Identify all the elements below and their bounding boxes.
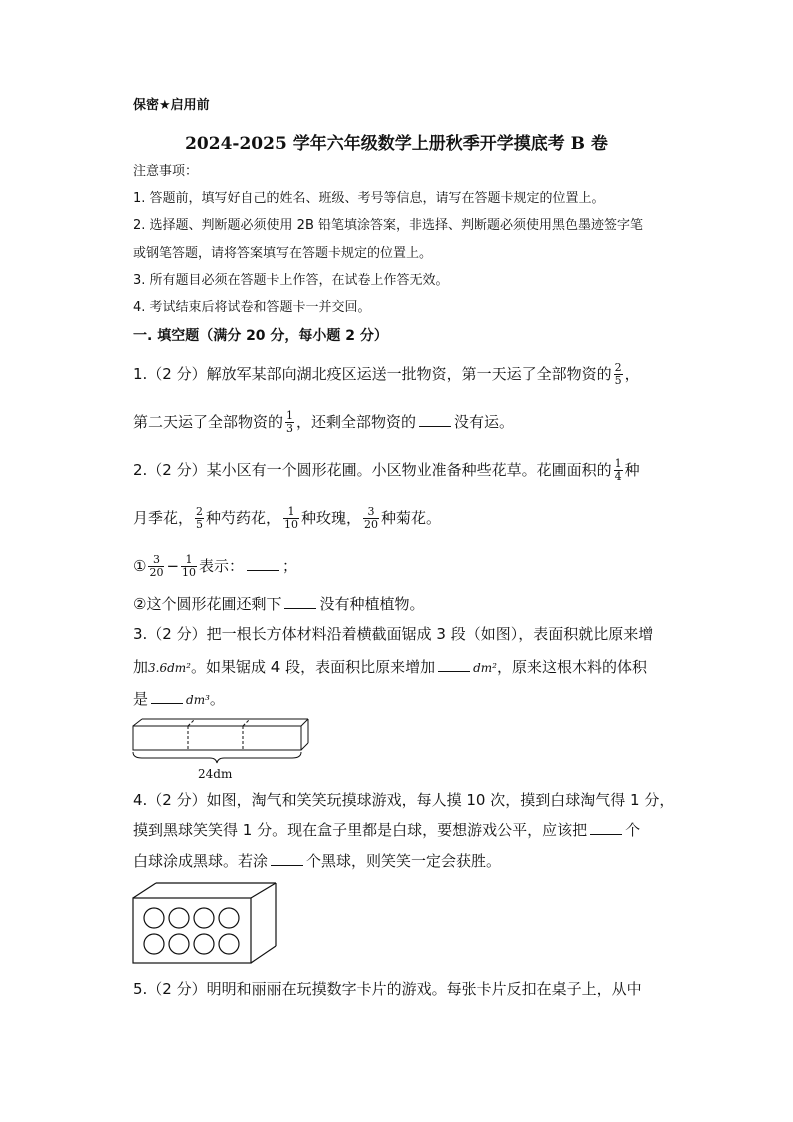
question-4-line-1: 4.（2 分）如图，淘气和笑笑玩摸球游戏，每人摸 10 次，摸到白球淘气得 1 分， [133, 791, 675, 809]
answer-blank[interactable] [438, 657, 470, 672]
question-5-line-1: 5.（2 分）明明和丽丽在玩摸数字卡片的游戏。每张卡片反扣在桌子上，从中 [133, 980, 642, 998]
note-item: 1. 答题前，填写好自己的姓名、班级、考号等信息，请写在答题卡规定的位置上。 [133, 191, 605, 206]
question-2-sub-1: ① $\frac{3}{20}$ − $\frac{1}{10}$ 表示： ； [133, 553, 298, 579]
q1-text: 1.（2 分）解放军某部向湖北疫区运送一批物资，第一天运了全部物资的 [133, 365, 612, 383]
question-2-line-2: 月季花， $\frac{2}{5}$ 种芍药花， $\frac{1}{10}$ 种玫瑰， $\frac{3}{20}$ 种菊花。 [133, 505, 442, 531]
note-item: 3. 所有题目必须在答题卡上作答，在试卷上作答无效。 [133, 273, 449, 288]
fraction: $\frac{1}{4}$ [614, 457, 622, 483]
notes-heading: 注意事项： [133, 164, 199, 179]
answer-blank[interactable] [419, 412, 451, 427]
fraction: $\frac{1}{10}$ [182, 553, 197, 579]
fraction: $\frac{1}{3}$ [286, 409, 294, 435]
answer-blank[interactable] [247, 556, 279, 571]
fraction: $\frac{3}{20}$ [149, 553, 164, 579]
question-4-line-3: 白球涂成黑球。若涂 个黑球，则笑笑一定会获胜。 [133, 852, 502, 870]
question-3-line-2: 加3.6dm²。如果锯成 4 段，表面积比原来增加 dm²，原来这根木料的体积 [133, 658, 647, 676]
answer-blank[interactable] [284, 594, 316, 609]
question-3-line-3: 是 dm³。 [133, 690, 225, 708]
note-item: 4. 考试结束后将试卷和答题卡一并交回。 [133, 300, 371, 315]
fraction: $\frac{3}{20}$ [364, 505, 379, 531]
question-2-sub-2: ②这个圆形花圃还剩下 没有种植植物。 [133, 595, 425, 613]
fraction: $\frac{2}{5}$ [196, 505, 204, 531]
fraction: $\frac{1}{10}$ [284, 505, 299, 531]
ball-box-figure [130, 880, 280, 966]
secret-label: 保密★启用前 [133, 98, 210, 113]
fraction: $\frac{2}{5}$ [614, 361, 622, 387]
answer-blank[interactable] [590, 820, 622, 835]
question-1-line-2: 第二天运了全部物资的 $\frac{1}{3}$ ，还剩全部物资的 没有运。 [133, 409, 515, 435]
section-title: 一. 填空题（满分 20 分，每小题 2 分） [133, 328, 388, 344]
note-item: 或钢笔答题，请将答案填写在答题卡规定的位置上。 [133, 246, 433, 261]
wood-block-figure [130, 716, 315, 782]
question-1-line-1: 1.（2 分）解放军某部向湖北疫区运送一批物资，第一天运了全部物资的 $\frac{2}{5}$ ， [133, 361, 640, 387]
question-3-line-1: 3.（2 分）把一根长方体材料沿着横截面锯成 3 段（如图），表面积就比原来增 [133, 625, 654, 643]
figure-label: 24dm [198, 767, 233, 781]
page-title: 2024-2025 学年六年级数学上册秋季开学摸底考 B 卷 [185, 134, 608, 154]
question-2-line-1: 2.（2 分）某小区有一个圆形花圃。小区物业准备种些花草。花圃面积的 $\frac{1}{4}$ 种 [133, 457, 640, 483]
question-4-line-2: 摸到黑球笑笑得 1 分。现在盒子里都是白球，要想游戏公平，应该把 个 [133, 821, 641, 839]
answer-blank[interactable] [151, 689, 183, 704]
answer-blank[interactable] [271, 851, 303, 866]
note-item: 2. 选择题、判断题必须使用 2B 铅笔填涂答案，非选择、判断题必须使用黑色墨迹签字笔 [133, 218, 643, 233]
